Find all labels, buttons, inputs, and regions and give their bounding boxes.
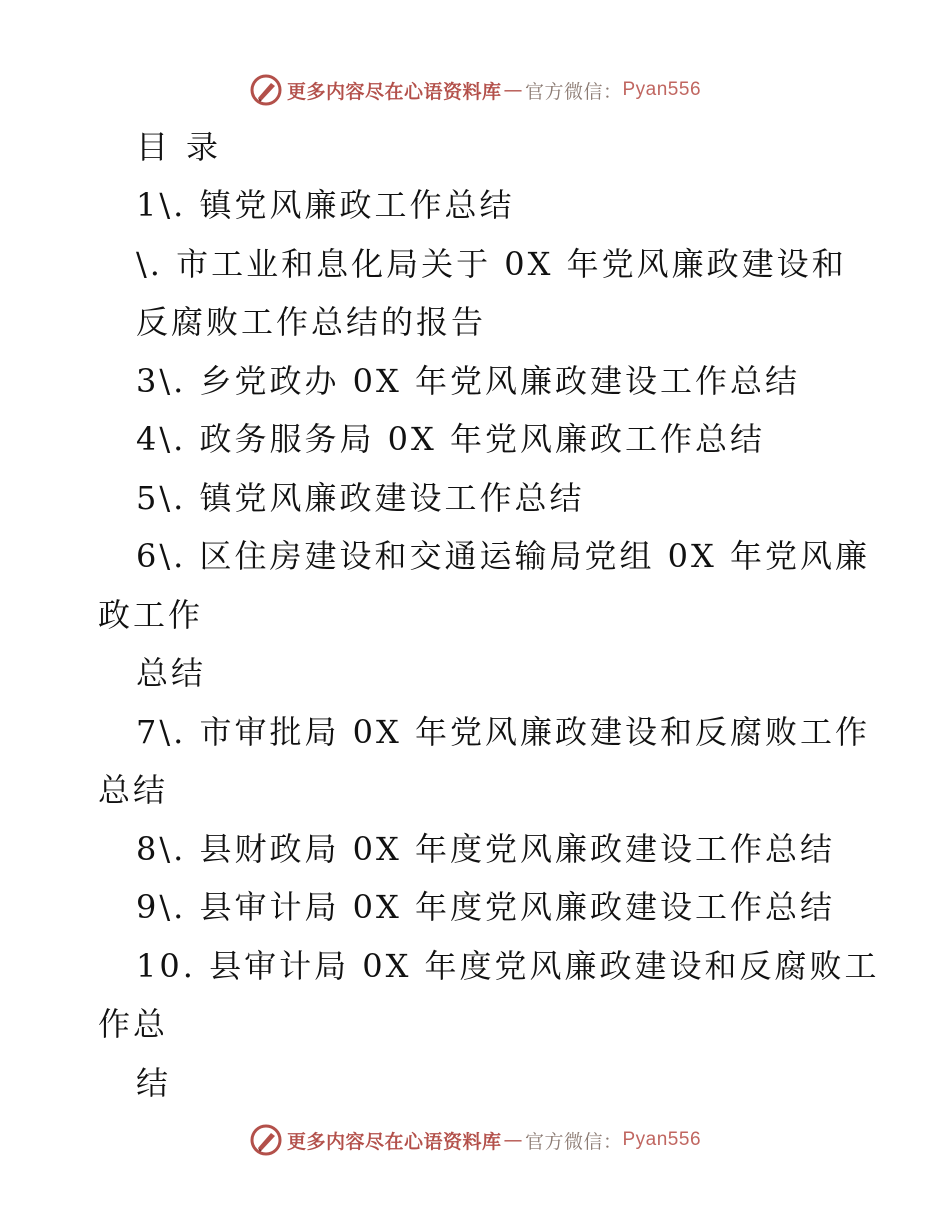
toc-line: 8\. 县财政局 0X 年度党风廉政建设工作总结 bbox=[136, 830, 835, 868]
toc-line: 总结 bbox=[136, 654, 207, 692]
banner-wechat-id: Pyan556 bbox=[622, 1129, 702, 1150]
banner-dash: — bbox=[503, 79, 523, 101]
toc-line: 作总 bbox=[98, 1005, 169, 1043]
pen-circle-logo-icon bbox=[249, 73, 283, 107]
footer-banner bbox=[0, 1120, 950, 1160]
header-banner bbox=[0, 70, 950, 110]
pen-circle-logo-icon bbox=[249, 1123, 283, 1157]
banner-main-text: 更多内容尽在心语资料库 bbox=[286, 1130, 502, 1153]
toc-line: 政工作 bbox=[98, 596, 204, 634]
toc-line: 7\. 市审批局 0X 年党风廉政建设和反腐败工作 bbox=[136, 713, 870, 751]
banner-label: 官方微信： bbox=[524, 80, 623, 103]
toc-line: 6\. 区住房建设和交通运输局党组 0X 年党风廉 bbox=[136, 537, 870, 575]
toc-line: 4\. 政务服务局 0X 年党风廉政工作总结 bbox=[136, 420, 765, 458]
banner-wechat-id: Pyan556 bbox=[622, 79, 702, 100]
toc-line: 9\. 县审计局 0X 年度党风廉政建设工作总结 bbox=[136, 888, 835, 926]
toc-line: 3\. 乡党政办 0X 年党风廉政建设工作总结 bbox=[136, 362, 800, 400]
toc-line: 反腐败工作总结的报告 bbox=[136, 303, 487, 341]
toc-line: \. 市工业和息化局关于 0X 年党风廉政建设和 bbox=[136, 245, 847, 283]
banner-label: 官方微信： bbox=[524, 1130, 623, 1153]
banner-dash: — bbox=[503, 1129, 523, 1151]
toc-line: 10. 县审计局 0X 年度党风廉政建设和反腐败工 bbox=[136, 947, 880, 985]
toc-line: 1\. 镇党风廉政工作总结 bbox=[136, 186, 515, 224]
toc-line: 5\. 镇党风廉政建设工作总结 bbox=[136, 479, 585, 517]
toc-line: 总结 bbox=[98, 771, 169, 809]
banner-main-text: 更多内容尽在心语资料库 bbox=[286, 80, 502, 103]
toc-line: 结 bbox=[136, 1064, 172, 1102]
toc-title: 目录 bbox=[136, 128, 237, 166]
